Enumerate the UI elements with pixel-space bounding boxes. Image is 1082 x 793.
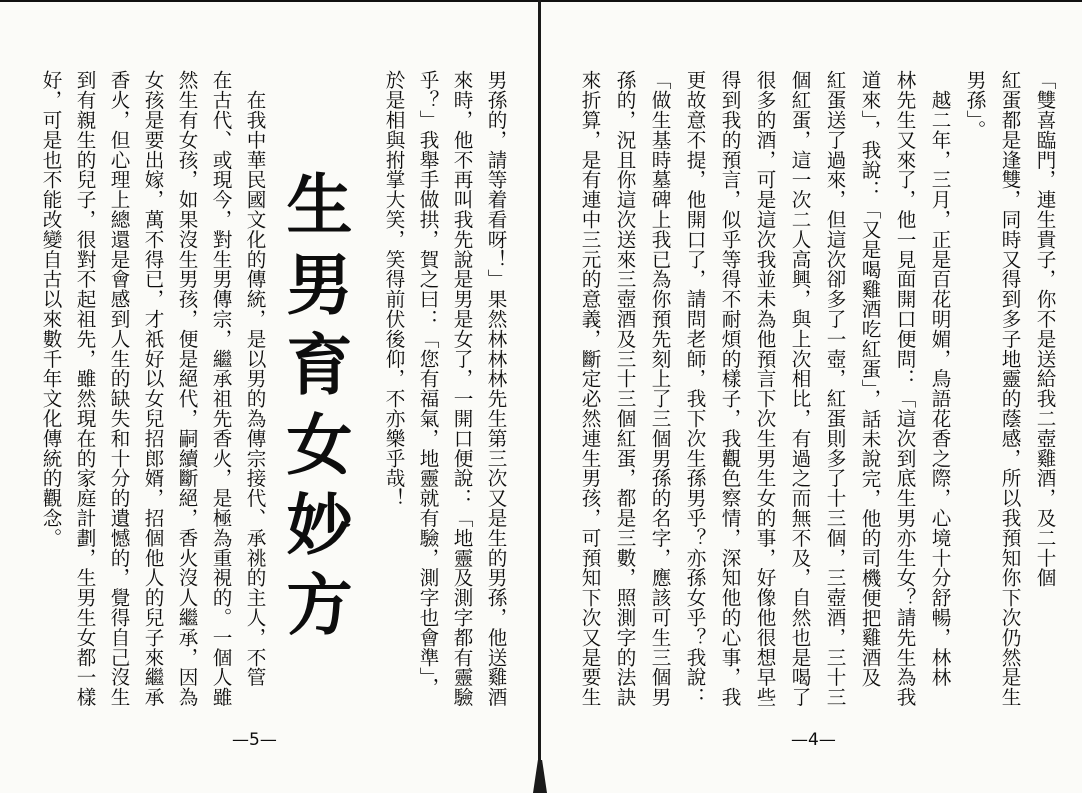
- text-column: 道來」，我說：「又是喝雞酒吃紅蛋」，話未說完，他的司機便把雞酒及: [858, 70, 881, 688]
- text-column: 在我中華民國文化的傳統，是以男的為傳宗接代、承祧的主人，不管: [243, 70, 266, 687]
- left-page: [0, 0, 538, 793]
- text-column: 然生有女孩，如果沒生男孩，便是絕代，嗣續斷絕，香火沒人繼承，因為: [175, 70, 198, 707]
- text-column: 紅蛋送了過來，但這次卻多了一壺，紅蛋則多了十三個，三壺酒，三十三: [823, 70, 846, 707]
- text-column: 林先生又來了，他一見面開口便問：「這次到底生男亦生女？請先生為我: [893, 70, 916, 707]
- text-column: 來折算，是有連中三元的意義，斷定必然連生男孩，可預知下次又是要生: [578, 70, 601, 707]
- text-column: 在古代、或現今，對生男傳宗，繼承祖先香火，是極為重視的。一個人雖: [209, 70, 232, 707]
- text-column: 更故意不提，他開口了，請問老師，我下次生孫男乎？亦孫女乎？我說：: [683, 70, 706, 707]
- right-page: [541, 0, 1082, 793]
- text-column: 於是相與拊掌大笑，笑得前伏後仰，不亦樂乎哉！: [382, 70, 405, 508]
- text-column: 乎？」我舉手做拱，賀之曰：「您有福氣，地靈就有驗，測字也會準」，: [416, 70, 439, 697]
- text-column: 到有親生的兒子，很對不起祖先，雖然現在的家庭計劃，生男生女都一樣: [73, 70, 96, 707]
- text-column: 得到我的預言，似乎等得不耐煩的樣子，我觀色察情，深知他的心事，我: [718, 70, 741, 707]
- text-column: 越二年，三月，正是百花明媚，鳥語花香之際，心境十分舒暢，林林: [928, 70, 951, 687]
- text-column: 「做生基時墓碑上我已為你預先刻上了三個男孫的名字，應該可生三個男: [648, 70, 671, 707]
- text-column: 「雙喜臨門，連生貴子，你不是送給我二壺雞酒，及二十個: [1033, 70, 1056, 588]
- page-number: —5—: [232, 730, 277, 750]
- text-column: 來時，他不再叫我先說是男是女了，一開口便說：「地靈及測字都有靈驗: [450, 70, 473, 707]
- section-title: 生男育女妙方: [275, 170, 352, 650]
- book-spine: [538, 0, 541, 793]
- text-column: 很多的酒，可是這次我並未為他預言下次生男生女的事，好像他很想早些: [753, 70, 776, 707]
- text-column: 好，可是也不能改變自古以來數千年文化傳統的觀念。: [39, 70, 62, 548]
- text-column: 紅蛋都是逢雙，同時又得到多子地靈的蔭感，所以我預知你下次仍然是生: [998, 70, 1021, 707]
- text-column: 男孫的，請等着看呀！」果然林林林先生第三次又是生的男孫，他送雞酒: [484, 70, 507, 707]
- text-column: 孫的，況且你這次送來三壺酒及三十三個紅蛋，都是三數，照測字的法訣: [613, 70, 636, 707]
- text-column: 香火，但心理上總還是會感到人生的缺失和十分的遺憾的，覺得自己沒生: [107, 70, 130, 707]
- page-number: —4—: [791, 730, 836, 750]
- text-column: 個紅蛋，這一次二人高興，與上次相比，有過之而無不及，自然也是喝了: [788, 70, 811, 707]
- text-column: 男孫」。: [963, 70, 986, 140]
- text-column: 女孩是要出嫁，萬不得已，才祇好以女兒招郎婿，招個他人的兒子來繼承: [141, 70, 164, 707]
